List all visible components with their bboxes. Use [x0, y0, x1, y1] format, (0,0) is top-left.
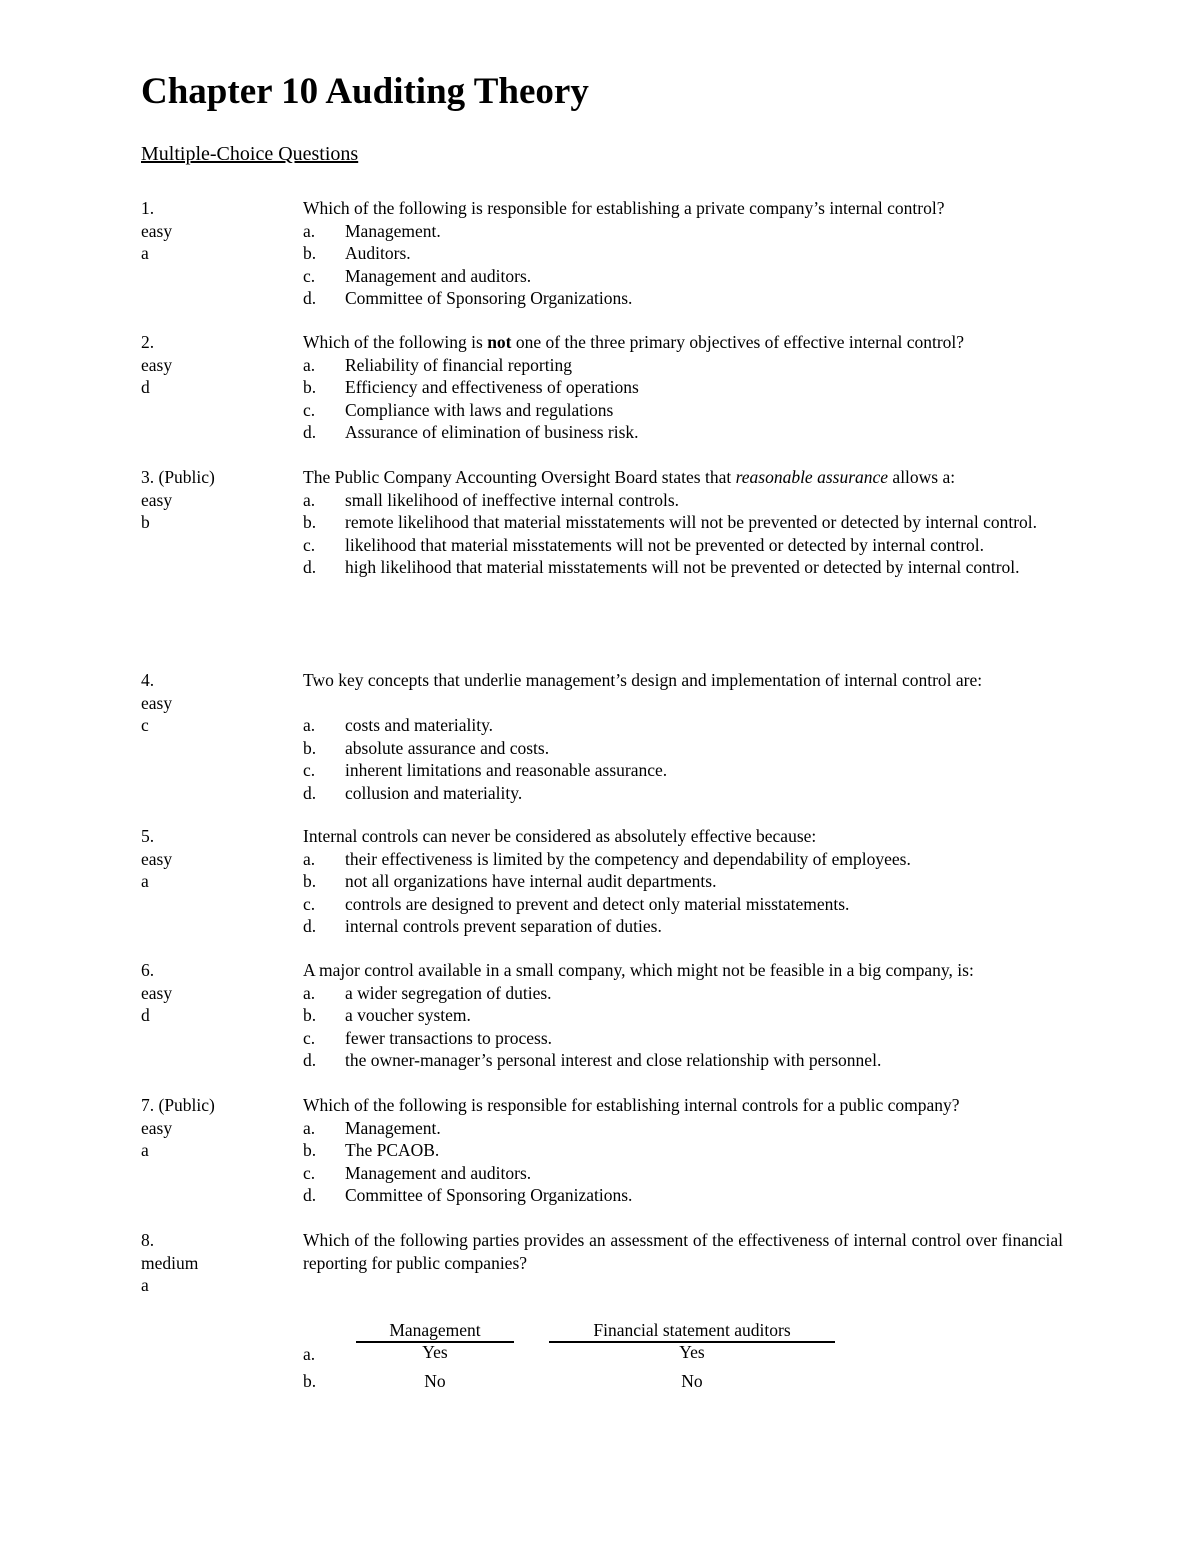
- question-number: 7. (Public): [141, 1095, 215, 1115]
- option: [303, 1184, 1063, 1207]
- question-meta: [141, 197, 291, 265]
- stem-text: one of the three primary objectives of effective internal control?: [511, 332, 965, 352]
- option-text: Committee of Sponsoring Organizations.: [345, 1185, 633, 1205]
- question-body: [303, 1094, 1063, 1207]
- option-text: not all organizations have internal audit departments.: [345, 871, 717, 891]
- option-text: a voucher system.: [345, 1005, 471, 1025]
- question-body: [303, 331, 1063, 444]
- option-letter: a.: [303, 489, 316, 510]
- option-letter: c.: [303, 399, 316, 420]
- option-text: internal controls prevent separation of duties.: [345, 916, 662, 936]
- option: [303, 893, 1063, 916]
- stem-emphasis: reasonable assurance: [735, 467, 889, 487]
- question-difficulty: easy: [141, 220, 173, 241]
- page-title: Chapter 10 Auditing Theory: [141, 71, 589, 112]
- option-text: controls are designed to prevent and detect only material misstatements.: [345, 893, 850, 914]
- option-letter: b.: [303, 377, 317, 397]
- question-stem: Internal controls can never be considered as absolutely effective because:: [303, 826, 817, 846]
- option: [303, 848, 1063, 871]
- option: [303, 1139, 1063, 1162]
- question-answer: a: [141, 871, 149, 891]
- option-letter: b.: [303, 512, 317, 532]
- option-text: Reliability of financial reporting: [345, 354, 572, 375]
- option: [303, 376, 1063, 399]
- option-text: high likelihood that material misstatements will not be prevented or detected by internal control.: [345, 557, 1020, 577]
- option-letter: c.: [303, 265, 316, 286]
- table-cell: Yes: [422, 1342, 448, 1362]
- option: [303, 1117, 1063, 1140]
- option-text: absolute assurance and costs.: [345, 737, 550, 758]
- question-body: [303, 466, 1055, 579]
- option: [303, 399, 1063, 422]
- option-text: remote likelihood that material misstatements will not be prevented or detected by internal control.: [345, 512, 1038, 532]
- option-letter: c.: [303, 1027, 316, 1048]
- option: [303, 1027, 1063, 1050]
- question-difficulty: medium: [141, 1252, 199, 1273]
- question-number: 2.: [141, 332, 155, 352]
- stem-emphasis: not: [487, 332, 512, 352]
- option-text: their effectiveness is limited by the competency and dependability of employees.: [345, 848, 911, 869]
- stem-text: The Public Company Accounting Oversight Board states that: [303, 467, 736, 487]
- question-difficulty: easy: [141, 692, 173, 713]
- question-stem: Two key concepts that underlie management’s design and implementation of internal control are:: [303, 670, 983, 690]
- question-stem: Which of the following is responsible for establishing a private company’s internal control?: [303, 198, 945, 218]
- option-text: small likelihood of ineffective internal controls.: [345, 489, 680, 510]
- question-answer: d: [141, 1005, 150, 1025]
- question-meta: [141, 1229, 291, 1297]
- option-letter: d.: [303, 1050, 317, 1070]
- option-text: fewer transactions to process.: [345, 1027, 553, 1048]
- option-letter: d.: [303, 782, 317, 803]
- option-letter: c.: [303, 893, 316, 914]
- question-difficulty: easy: [141, 1117, 173, 1138]
- question-meta: [141, 669, 291, 737]
- option-text: inherent limitations and reasonable assurance.: [345, 760, 668, 780]
- option-letter: d.: [303, 422, 317, 442]
- question-body: [303, 669, 1063, 804]
- table-header-auditors: Financial statement auditors: [593, 1320, 791, 1340]
- question-stem: [303, 331, 1063, 354]
- option-letter: d.: [303, 288, 317, 308]
- option-text: The PCAOB.: [345, 1140, 440, 1160]
- question-stem: Which of the following parties provides an assessment of the effectiveness of internal control over financial reporting for public companies?: [303, 1230, 1063, 1273]
- section-heading: Multiple-Choice Questions: [141, 143, 359, 165]
- question-answer: a: [141, 1140, 149, 1160]
- option: [303, 1004, 1063, 1027]
- question-number: 8.: [141, 1230, 155, 1250]
- table-cell: No: [681, 1371, 703, 1391]
- option-text: the owner-manager’s personal interest and close relationship with personnel.: [345, 1050, 882, 1070]
- question-number: 6.: [141, 960, 155, 980]
- option: [303, 915, 1063, 938]
- option-letter: b.: [303, 1140, 317, 1160]
- option-letter: c.: [303, 760, 316, 780]
- option-letter: d.: [303, 557, 317, 577]
- option-letter: a.: [303, 848, 316, 869]
- stem-text: allows a:: [888, 467, 956, 487]
- option-letter: b.: [303, 1005, 317, 1025]
- question-stem: A major control available in a small company, which might not be feasible in a big company, is:: [303, 960, 974, 980]
- question-meta: [141, 959, 291, 1027]
- stem-text: Which of the following is: [303, 332, 488, 352]
- option: [303, 287, 1063, 310]
- table-cell: Yes: [679, 1342, 705, 1362]
- option: [303, 511, 1055, 534]
- question-body: [303, 197, 1063, 310]
- option-letter: a.: [303, 354, 316, 375]
- question-meta: [141, 466, 291, 534]
- question-difficulty: easy: [141, 354, 173, 375]
- option-text: costs and materiality.: [345, 715, 494, 735]
- option: [303, 782, 1063, 805]
- option: [303, 870, 1063, 893]
- question-body: [303, 959, 1063, 1072]
- option: [303, 242, 1063, 265]
- question-answer: a: [141, 243, 149, 263]
- option-letter: b.: [303, 243, 317, 263]
- option-text: Efficiency and effectiveness of operations: [345, 377, 639, 397]
- table-row-letter: b.: [303, 1371, 317, 1391]
- question-difficulty: easy: [141, 848, 173, 869]
- option-text: Management.: [345, 1117, 441, 1138]
- option: [303, 354, 1063, 377]
- option: [303, 1162, 1063, 1185]
- option-text: a wider segregation of duties.: [345, 982, 552, 1003]
- question-meta: [141, 331, 291, 399]
- table-row-letter: a.: [303, 1344, 316, 1364]
- option-text: likelihood that material misstatements will not be prevented or detected by internal control.: [345, 534, 985, 555]
- option-text: Management and auditors.: [345, 265, 532, 286]
- question-body: [303, 1229, 1063, 1274]
- option: [303, 759, 1063, 782]
- option: [303, 1049, 1063, 1072]
- option-letter: c.: [303, 534, 316, 555]
- option: [303, 556, 1055, 579]
- question-meta: [141, 1094, 291, 1162]
- option: [303, 714, 1063, 737]
- table-cell: No: [424, 1371, 446, 1391]
- question-answer: d: [141, 377, 150, 397]
- option-letter: a.: [303, 982, 316, 1003]
- question-number: 3. (Public): [141, 467, 215, 487]
- option: [303, 534, 997, 557]
- option-text: Committee of Sponsoring Organizations.: [345, 288, 633, 308]
- option: [303, 220, 1063, 243]
- question-answer: a: [141, 1275, 149, 1295]
- option-text: Management.: [345, 220, 441, 241]
- question-stem: [303, 466, 1055, 489]
- option-text: Assurance of elimination of business risk.: [345, 422, 639, 442]
- question-stem: Which of the following is responsible for establishing internal controls for a public company?: [303, 1095, 960, 1115]
- question-meta: [141, 825, 291, 893]
- option-text: Compliance with laws and regulations: [345, 399, 614, 420]
- option: [303, 737, 1063, 760]
- option-letter: c.: [303, 1162, 316, 1183]
- question-answer: b: [141, 512, 150, 532]
- option: [303, 421, 1063, 444]
- option-letter: a.: [303, 1117, 316, 1138]
- option: [303, 489, 1055, 512]
- question-difficulty: easy: [141, 982, 173, 1003]
- option-letter: b.: [303, 737, 317, 758]
- option-text: Management and auditors.: [345, 1162, 532, 1183]
- table-header-management: Management: [389, 1320, 481, 1340]
- question-number: 4.: [141, 670, 155, 690]
- option-letter: a.: [303, 220, 316, 241]
- question-number: 5.: [141, 826, 155, 846]
- option-text: Auditors.: [345, 243, 411, 263]
- option-text: collusion and materiality.: [345, 782, 523, 803]
- question-body: [303, 825, 1063, 938]
- question-answer: c: [141, 715, 149, 735]
- option-letter: d.: [303, 916, 317, 936]
- option: [303, 982, 1063, 1005]
- question-difficulty: easy: [141, 489, 173, 510]
- option-letter: b.: [303, 871, 317, 891]
- option-letter: d.: [303, 1185, 317, 1205]
- option-letter: a.: [303, 715, 316, 735]
- option: [303, 265, 1063, 288]
- question-number: 1.: [141, 198, 155, 218]
